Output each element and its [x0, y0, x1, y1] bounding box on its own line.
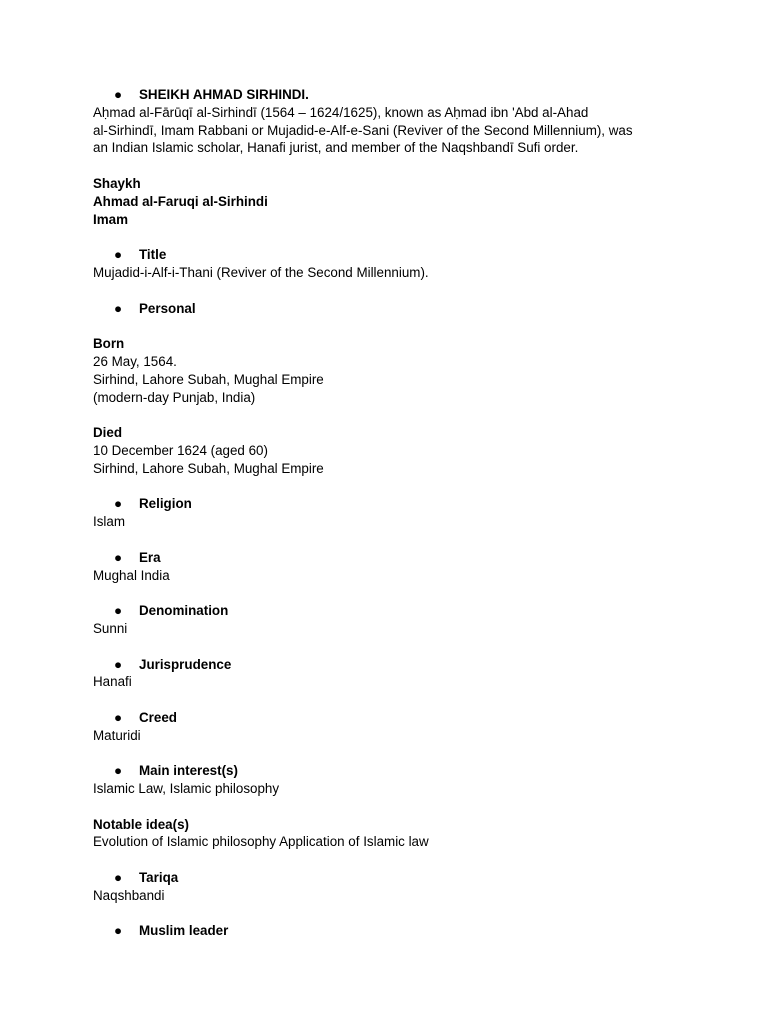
bullet-icon: ● — [114, 923, 123, 939]
title-heading: Title — [139, 247, 167, 263]
died-heading: Died — [93, 425, 123, 441]
jurisprudence-item — [93, 656, 693, 674]
interests-heading: Main interest(s) — [139, 763, 238, 779]
era-heading: Era — [139, 549, 161, 565]
creed-item — [93, 709, 693, 727]
born-line: 26 May, 1564. — [93, 353, 177, 369]
bullet-icon: ● — [114, 300, 123, 316]
name-line: Shaykh — [93, 175, 141, 191]
jurisprudence-value: Hanafi — [93, 674, 132, 690]
denomination-item — [93, 602, 693, 620]
leader-item — [93, 922, 693, 940]
bullet-icon: ● — [114, 496, 123, 512]
jurisprudence-heading: Jurisprudence — [139, 656, 232, 672]
bullet-icon: ● — [114, 870, 123, 886]
religion-item — [93, 495, 693, 513]
bullet-icon: ● — [114, 247, 123, 263]
personal-heading: Personal — [139, 300, 196, 316]
bullet-icon: ● — [114, 656, 123, 672]
died-line: Sirhind, Lahore Subah, Mughal Empire — [93, 460, 324, 476]
religion-heading: Religion — [139, 496, 192, 512]
tariqa-item — [93, 869, 693, 887]
heading-item — [93, 86, 693, 104]
bullet-icon: ● — [114, 603, 123, 619]
intro-line: al-Sirhindī, Imam Rabbani or Mujadid-e-Alf-e-Sani (Reviver of the Second Millennium), was — [93, 122, 633, 138]
creed-heading: Creed — [139, 709, 177, 725]
born-line: (modern-day Punjab, India) — [93, 389, 256, 405]
tariqa-heading: Tariqa — [139, 870, 179, 886]
ideas-heading: Notable idea(s) — [93, 816, 189, 832]
name-line: Ahmad al-Faruqi al-Sirhindi — [93, 193, 268, 209]
document-body — [93, 86, 693, 940]
name-line: Imam — [93, 211, 128, 227]
bullet-icon: ● — [114, 549, 123, 565]
denomination-heading: Denomination — [139, 603, 229, 619]
born-line: Sirhind, Lahore Subah, Mughal Empire — [93, 371, 324, 387]
died-line: 10 December 1624 (aged 60) — [93, 442, 268, 458]
leader-heading: Muslim leader — [139, 923, 229, 939]
interests-value: Islamic Law, Islamic philosophy — [93, 781, 280, 797]
bullet-icon: ● — [114, 709, 123, 725]
religion-value: Islam — [93, 514, 125, 530]
creed-value: Maturidi — [93, 727, 141, 743]
tariqa-value: Naqshbandi — [93, 887, 165, 903]
title-item — [93, 246, 693, 264]
born-heading: Born — [93, 336, 125, 352]
bullet-icon: ● — [114, 87, 123, 102]
interests-item — [93, 762, 693, 780]
era-item — [93, 549, 693, 567]
document-heading: SHEIKH AHMAD SIRHINDI. — [139, 87, 309, 102]
intro-line: an Indian Islamic scholar, Hanafi jurist, and member of the Naqshbandī Sufi order. — [93, 140, 579, 156]
denomination-value: Sunni — [93, 620, 128, 636]
intro-line: Aḥmad al-Fārūqī al-Sirhindī (1564 – 1624/1625), known as Aḥmad ibn 'Abd al-Ahad — [93, 104, 589, 120]
title-value: Mujadid-i-Alf-i-Thani (Reviver of the Second Millennium). — [93, 264, 429, 280]
personal-item — [93, 300, 693, 318]
era-value: Mughal India — [93, 567, 170, 583]
ideas-value: Evolution of Islamic philosophy Application of Islamic law — [93, 834, 429, 850]
bullet-icon: ● — [114, 763, 123, 779]
